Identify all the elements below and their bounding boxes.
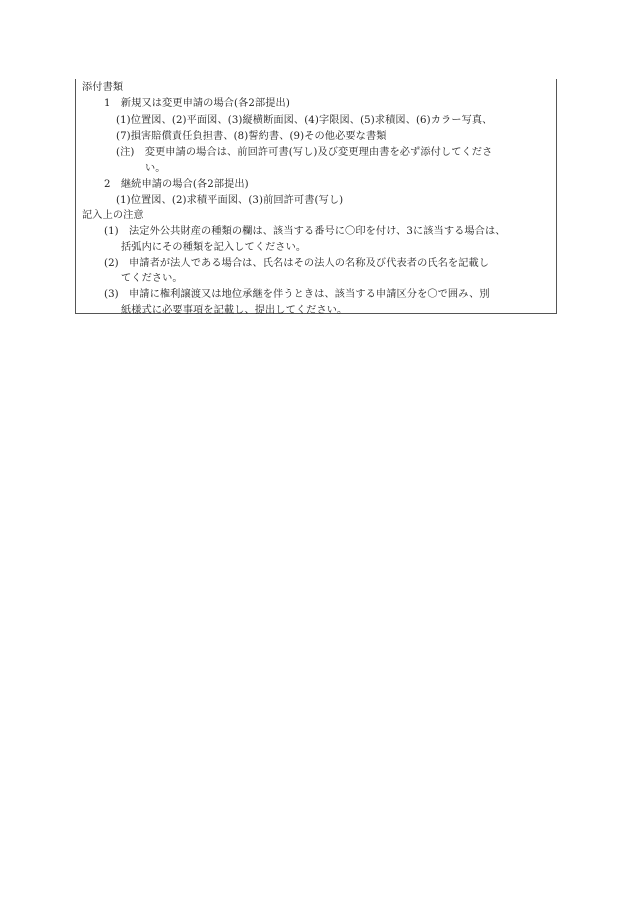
- attachments-item1-note-line2: い。: [145, 163, 166, 174]
- attachments-heading: 添付書類: [82, 82, 124, 93]
- attachments-item2-line1: (1)位置図、(2)求積平面図、(3)前回許可書(写し): [116, 195, 344, 206]
- note2-line1: (2) 申請者が法人である場合は、氏名はその法人の名称及び代表者の氏名を記載し: [104, 258, 490, 269]
- note1-line1: (1) 法定外公共財産の種類の欄は、該当する番号に〇印を付け、3に該当する場合は、: [104, 226, 506, 237]
- attachments-item2-title: 2 継続申請の場合(各2部提出): [104, 179, 249, 190]
- note3-line1: (3) 申請に権利譲渡又は地位承継を伴うときは、該当する申請区分を〇で囲み、別: [104, 289, 490, 300]
- attachments-item1-line2: (7)損害賠償責任負担書、(8)誓約書、(9)その他必要な書類: [116, 131, 387, 142]
- note1-line2: 括弧内にその種類を記入してください。: [121, 242, 307, 253]
- note2-line2: てください。: [121, 273, 183, 284]
- notes-heading: 記入上の注意: [82, 210, 144, 221]
- note3-line2: 紙様式に必要事項を記載し、提出してください。: [121, 305, 348, 316]
- attachments-item1-title: 1 新規又は変更申請の場合(各2部提出): [104, 98, 290, 109]
- attachments-item1-line1: (1)位置図、(2)平面図、(3)縦横断面図、(4)字限図、(5)求積図、(6)カラー写真、: [116, 115, 493, 126]
- attachments-item1-note-line1: (注) 変更申請の場合は、前回許可書(写し)及び変更理由書を必ず添付してくださ: [116, 147, 493, 158]
